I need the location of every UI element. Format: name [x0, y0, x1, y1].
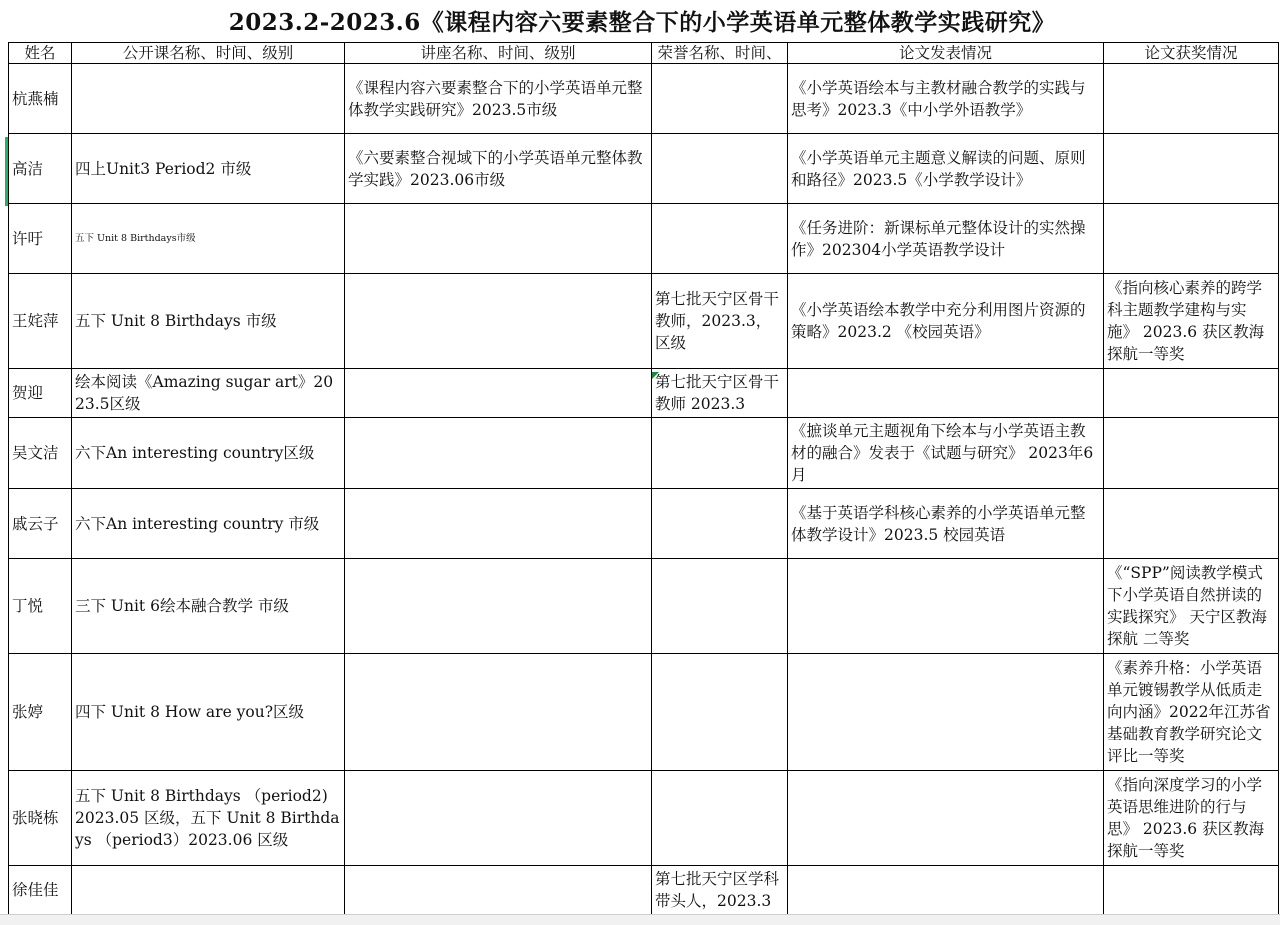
- cell-name[interactable]: 王姹萍: [9, 274, 72, 369]
- cell-name[interactable]: 高洁: [9, 134, 72, 204]
- table-row: [9, 369, 1279, 418]
- cell-open-class[interactable]: 六下An interesting country区级: [72, 418, 345, 489]
- header-award[interactable]: 论文获奖情况: [1104, 43, 1279, 64]
- table-row: [9, 771, 1279, 866]
- cell-lecture[interactable]: [345, 771, 652, 866]
- research-table: [8, 42, 1279, 915]
- cell-lecture[interactable]: 《课程内容六要素整合下的小学英语单元整体教学实践研究》2023.5市级: [345, 64, 652, 134]
- cell-lecture[interactable]: [345, 489, 652, 559]
- cell-name[interactable]: 许吁: [9, 204, 72, 274]
- cell-paper[interactable]: [788, 771, 1104, 866]
- cell-paper[interactable]: 《小学英语绘本教学中充分利用图片资源的策略》2023.2 《校园英语》: [788, 274, 1104, 369]
- cell-honor[interactable]: [652, 489, 788, 559]
- cell-paper[interactable]: [788, 866, 1104, 915]
- cell-paper[interactable]: 《小学英语绘本与主教材融合教学的实践与思考》2023.3《中小学外语教学》: [788, 64, 1104, 134]
- cell-open-class[interactable]: 绘本阅读《Amazing sugar art》2023.5区级: [72, 369, 345, 418]
- sheet-title: 2023.2-2023.6《课程内容六要素整合下的小学英语单元整体教学实践研究》: [228, 9, 1056, 36]
- cell-honor[interactable]: [652, 418, 788, 489]
- cell-name[interactable]: 张婷: [9, 654, 72, 771]
- cell-honor[interactable]: [652, 559, 788, 654]
- cell-lecture[interactable]: [345, 274, 652, 369]
- cell-name[interactable]: 吴文洁: [9, 418, 72, 489]
- cell-open-class[interactable]: 四下 Unit 8 How are you?区级: [72, 654, 345, 771]
- cell-honor[interactable]: 第七批天宁区学科带头人，2023.3: [652, 866, 788, 915]
- cell-award[interactable]: [1104, 489, 1279, 559]
- cell-award[interactable]: [1104, 418, 1279, 489]
- cell-open-class[interactable]: 三下 Unit 6绘本融合教学 市级: [72, 559, 345, 654]
- cell-lecture[interactable]: [345, 654, 652, 771]
- cell-award[interactable]: [1104, 866, 1279, 915]
- comment-marker-icon: [652, 372, 659, 379]
- cell-honor[interactable]: [652, 134, 788, 204]
- cell-name[interactable]: 徐佳佳: [9, 866, 72, 915]
- cell-award[interactable]: [1104, 204, 1279, 274]
- cell-paper[interactable]: 《小学英语单元主题意义解读的问题、原则和路径》2023.5《小学教学设计》: [788, 134, 1104, 204]
- header-honor[interactable]: 荣誉名称、时间、: [652, 43, 788, 64]
- cell-lecture[interactable]: [345, 559, 652, 654]
- cell-open-class[interactable]: 五下 Unit 8 Birthdays （period2) 2023.05 区级，五下 Unit 8 Birthdays （period3）2023.06 区级: [72, 771, 345, 866]
- header-row: [9, 43, 1279, 64]
- cell-name[interactable]: 张晓栋: [9, 771, 72, 866]
- cell-open-class[interactable]: 六下An interesting country 市级: [72, 489, 345, 559]
- cell-honor[interactable]: [652, 654, 788, 771]
- header-paper[interactable]: 论文发表情况: [788, 43, 1104, 64]
- table-row: [9, 64, 1279, 134]
- cell-award[interactable]: [1104, 369, 1279, 418]
- cell-name[interactable]: 丁悦: [9, 559, 72, 654]
- cell-open-class[interactable]: 四上Unit3 Period2 市级: [72, 134, 345, 204]
- table-row: [9, 559, 1279, 654]
- cell-honor[interactable]: [652, 64, 788, 134]
- table-row: [9, 654, 1279, 771]
- cell-award[interactable]: [1104, 64, 1279, 134]
- cell-name[interactable]: 戚云子: [9, 489, 72, 559]
- cell-paper[interactable]: [788, 559, 1104, 654]
- cell-name[interactable]: 杭燕楠: [9, 64, 72, 134]
- table-row: [9, 489, 1279, 559]
- row-selection-indicator: [5, 137, 8, 206]
- cell-lecture[interactable]: [345, 204, 652, 274]
- cell-lecture[interactable]: [345, 369, 652, 418]
- cell-honor[interactable]: 第七批天宁区骨干教师 2023.3: [652, 369, 788, 418]
- cell-open-class[interactable]: 五下 Unit 8 Birthdays市级: [72, 204, 345, 274]
- header-lecture[interactable]: 讲座名称、时间、级别: [345, 43, 652, 64]
- sheet-bottom-edge: [0, 914, 1280, 925]
- cell-paper[interactable]: 《摭谈单元主题视角下绘本与小学英语主教材的融合》发表于《试题与研究》 2023年6月: [788, 418, 1104, 489]
- cell-lecture[interactable]: [345, 866, 652, 915]
- cell-name[interactable]: 贺迎: [9, 369, 72, 418]
- cell-award[interactable]: 《指向深度学习的小学英语思维进阶的行与思》 2023.6 获区教海探航一等奖: [1104, 771, 1279, 866]
- table-row: [9, 418, 1279, 489]
- header-open-class[interactable]: 公开课名称、时间、级别: [72, 43, 345, 64]
- cell-award[interactable]: 《指向核心素养的跨学科主题教学建构与实施》 2023.6 获区教海探航一等奖: [1104, 274, 1279, 369]
- cell-open-class[interactable]: [72, 64, 345, 134]
- table-row: [9, 274, 1279, 369]
- table-row: [9, 134, 1279, 204]
- cell-open-class[interactable]: [72, 866, 345, 915]
- header-name[interactable]: 姓名: [9, 43, 72, 64]
- cell-award[interactable]: 《“SPP”阅读教学模式下小学英语自然拼读的实践探究》 天宁区教海探航 二等奖: [1104, 559, 1279, 654]
- table-row: [9, 204, 1279, 274]
- cell-honor[interactable]: [652, 204, 788, 274]
- cell-paper[interactable]: 《基于英语学科核心素养的小学英语单元整体教学设计》2023.5 校园英语: [788, 489, 1104, 559]
- cell-open-class[interactable]: 五下 Unit 8 Birthdays 市级: [72, 274, 345, 369]
- cell-paper[interactable]: 《任务进阶：新课标单元整体设计的实然操作》202304小学英语教学设计: [788, 204, 1104, 274]
- cell-award[interactable]: [1104, 134, 1279, 204]
- cell-lecture[interactable]: [345, 418, 652, 489]
- cell-honor[interactable]: [652, 771, 788, 866]
- cell-honor[interactable]: 第七批天宁区骨干教师，2023.3，区级: [652, 274, 788, 369]
- cell-lecture[interactable]: 《六要素整合视域下的小学英语单元整体教学实践》2023.06市级: [345, 134, 652, 204]
- table-row: [9, 866, 1279, 915]
- cell-award[interactable]: 《素养升格：小学英语单元镀锡教学从低质走向内涵》2022年江苏省基础教育教学研究论文评比一等奖: [1104, 654, 1279, 771]
- cell-paper[interactable]: [788, 369, 1104, 418]
- cell-paper[interactable]: [788, 654, 1104, 771]
